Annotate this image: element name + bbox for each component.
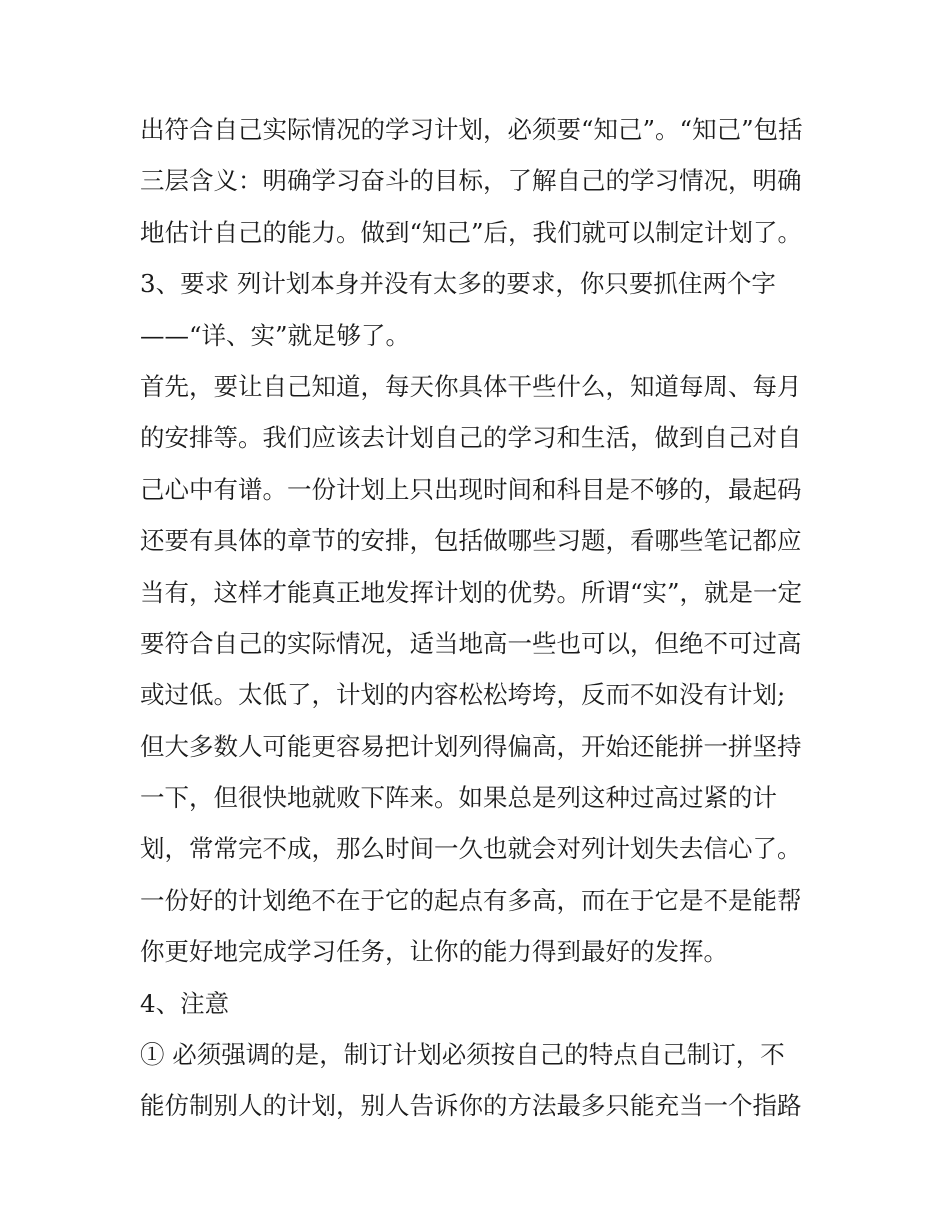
text-line: 能仿制别人的计划，别人告诉你的方法最多只能充当一个指路 [140, 1091, 802, 1121]
text-line: 当有，这样才能真正地发挥计划的优势。所谓“实”，就是一定 [140, 577, 803, 607]
text-line: 一份好的计划绝不在于它的起点有多高，而在于它是不是能帮 [140, 885, 802, 915]
text-line: ——“详、实”就足够了。 [140, 320, 411, 350]
text-line: 还要有具体的章节的安排，包括做哪些习题，看哪些笔记都应 [140, 526, 802, 556]
document-text-body [140, 108, 820, 1136]
text-line: 三层含义：明确学习奋斗的目标，了解自己的学习情况，明确 [140, 166, 802, 196]
text-line: 一下，但很快地就败下阵来。如果总是列这种过高过紧的计 [140, 783, 777, 813]
text-line: 但大多数人可能更容易把计划列得偏高，开始还能拼一拼坚持 [140, 731, 802, 761]
section-heading-requirements: 3、要求 列计划本身并没有太多的要求，你只要抓住两个字 [140, 269, 776, 299]
text-line: 的安排等。我们应该去计划自己的学习和生活，做到自己对自 [140, 423, 802, 453]
text-line: 出符合自己实际情况的学习计划，必须要“知己”。“知己”包括 [140, 115, 803, 144]
text-line: 首先，要让自己知道，每天你具体干些什么，知道每周、每月 [140, 371, 802, 401]
text-line: 划，常常完不成，那么时间一久也就会对列计划失去信心了。 [140, 834, 802, 864]
text-line: 或过低。太低了，计划的内容松松垮垮，反而不如没有计划; [140, 680, 786, 710]
text-line: 地估计自己的能力。做到“知己”后，我们就可以制定计划了。 [140, 217, 803, 247]
section-heading-notes: 4、注意 [140, 988, 230, 1018]
text-line: 要符合自己的实际情况，适当地高一些也可以，但绝不可过高 [140, 628, 802, 658]
text-line: 你更好地完成学习任务，让你的能力得到最好的发挥。 [140, 937, 728, 967]
text-line: 己心中有谱。一份计划上只出现时间和科目是不够的，最起码 [140, 474, 802, 504]
text-line: ① 必须强调的是，制订计划必须按自己的特点自己制订，不 [140, 1040, 785, 1070]
